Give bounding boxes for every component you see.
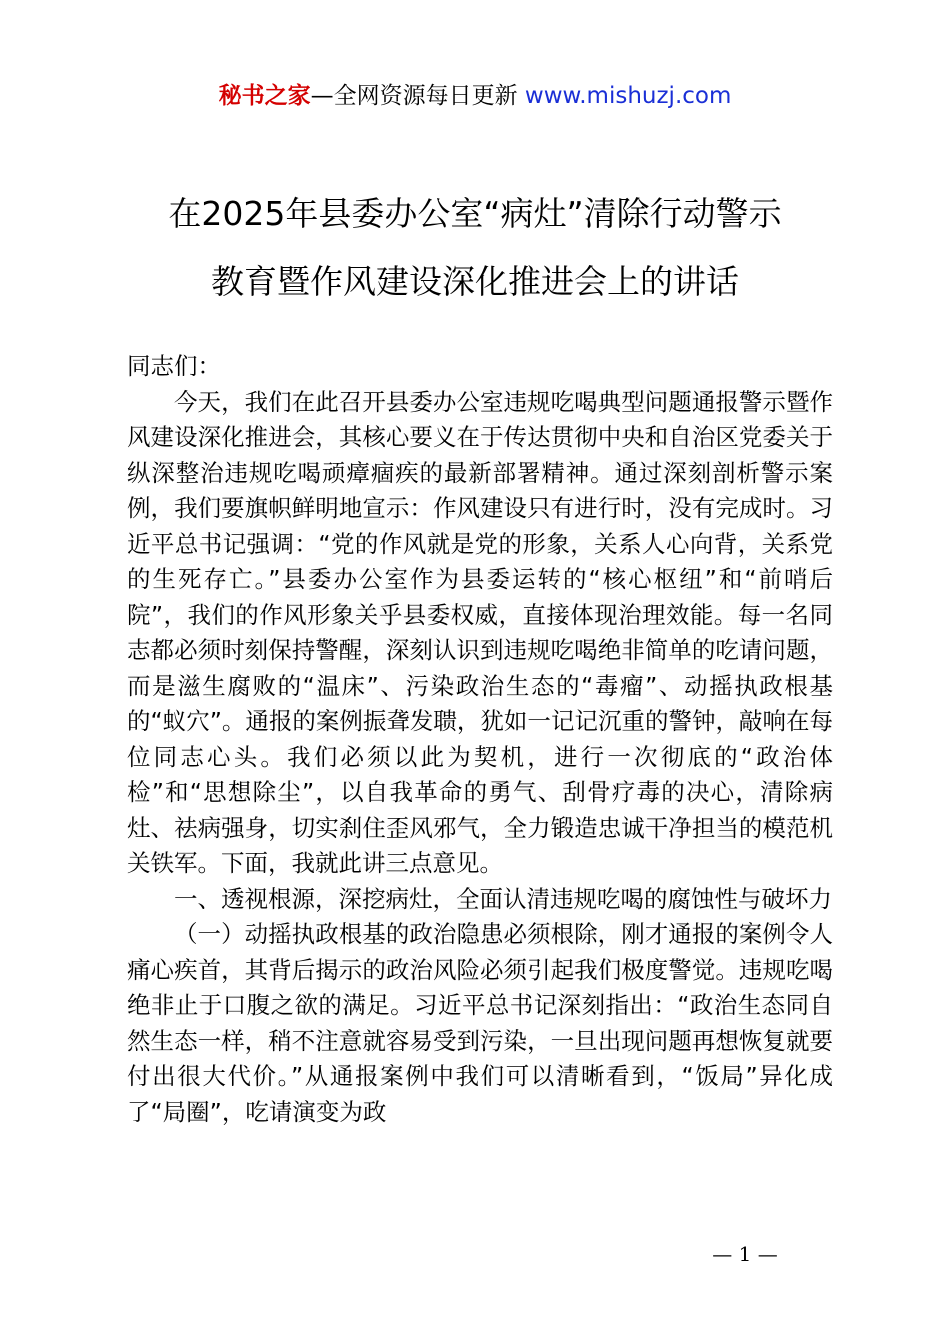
document-body (127, 349, 833, 1130)
document-title (120, 180, 830, 316)
title-line-1: 在2025年县委办公室“病灶”清除行动警示 (168, 194, 782, 233)
title-line-2: 教育暨作风建设深化推进会上的讲话 (211, 262, 739, 301)
header-tagline: —全网资源每日更新 (310, 83, 518, 109)
salutation: 同志们： (127, 352, 221, 380)
paragraph-section-1-1: （一）动摇执政根基的政治隐患必须根除，刚才通报的案例令人痛心疾首，其背后揭示的政治风险必须引起我们极度警觉。违规吃喝绝非止于口腹之欲的满足。习近平总书记深刻指出：“政治生态同自然生态一样，稍不注意就容易受到污染，一旦出现问题再想恢复就要付出很大代价。”从通报案例中我们可以清晰看到，“饭局”异化成了“局圈”，吃请演变为政 (127, 920, 833, 1126)
site-header (0, 80, 950, 112)
paragraph-intro: 今天，我们在此召开县委办公室违规吃喝典型问题通报警示暨作风建设深化推进会，其核心要义在于传达贯彻中央和自治区党委关于纵深整治违规吃喝顽瘴痼疾的最新部署精神。通过深刻剖析警示案例，我们要旗帜鲜明地宣示：作风建设只有进行时，没有完成时。习近平总书记强调：“党的作风就是党的形象，关系人心向背，关系党的生死存亡。”县委办公室作为县委运转的“核心枢纽”和“前哨后院”，我们的作风形象关乎县委权威，直接体现治理效能。每一名同志都必须时刻保持警醒，深刻认识到违规吃喝绝非简单的吃请问题，而是滋生腐败的“温床”、污染政治生态的“毒瘤”、动摇执政根基的“蚁穴”。通报的案例振聋发聩，犹如一记记沉重的警钟，敲响在每位同志心头。我们必须以此为契机，进行一次彻底的“政治体检”和“思想除尘”，以自我革命的勇气、刮骨疗毒的决心，清除病灶、祛病强身，切实刹住歪风邪气，全力锻造忠诚干净担当的模范机关铁军。下面，我就此讲三点意见。 (127, 387, 833, 877)
section-heading-1: 一、透视根源，深挖病灶，全面认清违规吃喝的腐蚀性与破坏力 (174, 884, 832, 913)
brand-name: 秘书之家 (218, 83, 311, 109)
site-url-link[interactable]: www.mishuzj.com (524, 83, 732, 109)
page-number: — 1 — (712, 1242, 778, 1266)
